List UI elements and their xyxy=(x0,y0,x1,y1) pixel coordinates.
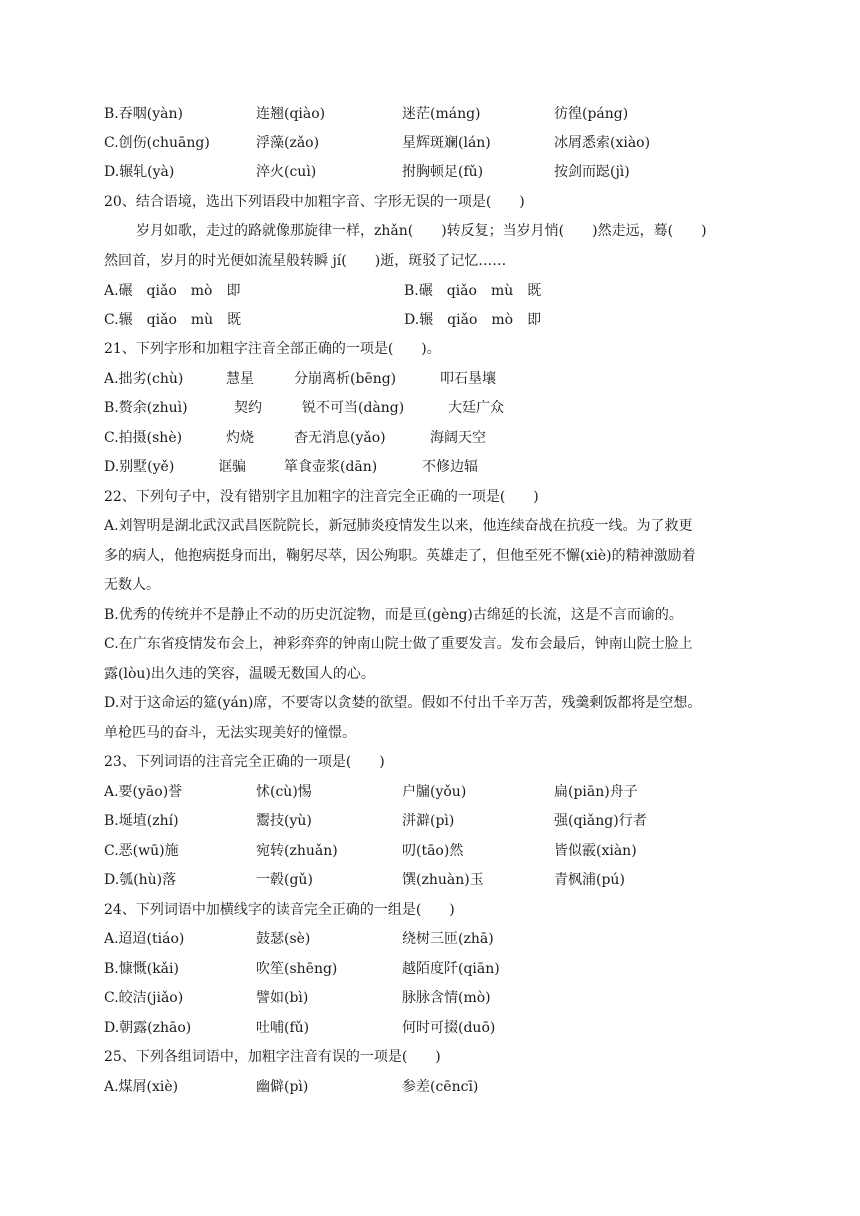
option-item: 连翘(qiào) xyxy=(256,106,326,122)
option-item: C.创伤(chuāng) xyxy=(104,135,210,151)
q23-option-b xyxy=(104,810,800,832)
option-item: 何时可掇(duō) xyxy=(402,1020,496,1036)
q24-option-a xyxy=(104,928,800,950)
q20-passage-line-2: 然回首，岁月的时光便如流星般转瞬 jí( )逝，斑驳了记忆…… xyxy=(104,253,507,269)
option-item: D.辗 qiǎo mò 即 xyxy=(404,312,542,328)
option-item: C.拍摄(shè) xyxy=(104,430,183,446)
q24-stem: 24、下列词语中加横线字的读音完全正确的一组是( ) xyxy=(104,902,455,918)
q22-option-c-line: C.在广东省疫情发布会上，神彩弈弈的钟南山院士做了重要发言。发布会最后，钟南山院士脸上 xyxy=(104,636,693,652)
option-item: 星辉斑斓(lán) xyxy=(402,135,491,151)
option-item: 怵(cù)惕 xyxy=(256,784,312,800)
q21-option-b xyxy=(104,397,800,419)
option-item: B.赘余(zhuì) xyxy=(104,400,188,416)
option-item: C.皎洁(jiǎo) xyxy=(104,990,184,1006)
q23-stem: 23、下列词语的注音完全正确的一项是( ) xyxy=(104,754,385,770)
option-item: 按剑而跽(jì) xyxy=(554,164,630,180)
q21-option-a xyxy=(104,368,800,390)
option-item: 箪食壶浆(dān) xyxy=(284,459,378,475)
q20-passage-line-1: 岁月如歌，走过的路就像那旋律一样，zhǎn( )转反复；当岁月悄( )然走远，蓦( ) xyxy=(136,223,707,239)
option-item: 宛转(zhuǎn) xyxy=(256,843,338,859)
option-item: 户牖(yǒu) xyxy=(402,784,467,800)
q25-stem: 25、下列各组词语中，加粗字注音有误的一项是( ) xyxy=(104,1049,441,1065)
option-item: 叨(tāo)然 xyxy=(402,843,464,859)
q24-option-d xyxy=(104,1017,800,1039)
q25-option-a xyxy=(104,1076,800,1098)
option-item: 杳无消息(yǎo) xyxy=(294,430,386,446)
option-item: 馔(zhuàn)玉 xyxy=(402,872,484,888)
q24-option-c xyxy=(104,987,800,1009)
q23-option-d xyxy=(104,869,800,891)
option-item: 海阔天空 xyxy=(430,430,486,446)
q22-option-b-line: B.优秀的传统并不是静止不动的历史沉淀物，而是亘(gèng)古绵延的长流，这是不言而谕的。 xyxy=(104,607,683,623)
q20-stem: 20、结合语境，选出下列语段中加粗字音、字形无误的一项是( ) xyxy=(104,194,525,210)
option-item: 参差(cēncī) xyxy=(402,1079,479,1095)
option-item: A.迢迢(tiáo) xyxy=(104,931,185,947)
option-item: 淬火(cuì) xyxy=(256,164,317,180)
option-item: 鼓瑟(sè) xyxy=(256,931,311,947)
q22-option-d-line: D.对于这命运的筵(yán)席，不要寄以贪婪的欲望。假如不付出千辛万苦，残羹剩饭都将是空想。 xyxy=(104,695,702,711)
option-item: 彷徨(páng) xyxy=(554,106,629,122)
q22-option-d-line: 单枪匹马的奋斗，无法实现美好的憧憬。 xyxy=(104,725,356,741)
q19-option-d xyxy=(104,161,800,183)
option-item: 越陌度阡(qiān) xyxy=(402,961,500,977)
option-item: B.吞咽(yàn) xyxy=(104,106,183,122)
q19-option-c xyxy=(104,132,800,154)
option-item: 吹笙(shēng) xyxy=(256,961,338,977)
q22-option-c-line: 露(lòu)出久违的笑容，温暖无数国人的心。 xyxy=(104,666,375,682)
q20-options-ab xyxy=(104,280,800,302)
q24-option-b xyxy=(104,958,800,980)
option-item: 浮藻(zǎo) xyxy=(256,135,320,151)
q23-option-c xyxy=(104,840,800,862)
option-item: 拊胸顿足(fǔ) xyxy=(402,164,484,180)
option-item: 诓骗 xyxy=(218,459,246,475)
option-item: B.埏埴(zhí) xyxy=(104,813,179,829)
option-item: 强(qiǎng)行者 xyxy=(554,813,647,829)
option-item: 分崩离析(bēng) xyxy=(294,371,397,387)
option-item: 慧星 xyxy=(226,371,254,387)
option-item: D.辗轧(yà) xyxy=(104,164,175,180)
option-item: D.瓠(hù)落 xyxy=(104,872,177,888)
q22-option-a-line: A.刘智明是湖北武汉武昌医院院长，新冠肺炎疫情发生以来，他连续奋战在抗疫一线。为了救更 xyxy=(104,518,693,534)
q19-option-b xyxy=(104,103,800,125)
option-item: C.恶(wū)施 xyxy=(104,843,179,859)
option-item: D.别墅(yě) xyxy=(104,459,175,475)
option-item: A.拙劣(chù) xyxy=(104,371,184,387)
option-item: 迷茫(máng) xyxy=(402,106,481,122)
q22-option-a-line: 无数人。 xyxy=(104,577,160,593)
option-item: 绕树三匝(zhā) xyxy=(402,931,494,947)
q23-option-a xyxy=(104,781,800,803)
option-item: 叩石垦壤 xyxy=(440,371,496,387)
option-item: B.碾 qiǎo mù 既 xyxy=(404,283,542,299)
q20-options-cd xyxy=(104,309,800,331)
option-item: C.辗 qiǎo mù 既 xyxy=(104,312,242,328)
option-item: 灼烧 xyxy=(226,430,254,446)
option-item: 譬如(bì) xyxy=(256,990,309,1006)
q21-stem: 21、下列字形和加粗字注音全部正确的一项是( )。 xyxy=(104,341,441,357)
option-item: 皆似霰(xiàn) xyxy=(554,843,637,859)
option-item: D.朝露(zhāo) xyxy=(104,1020,192,1036)
option-item: 锐不可当(dàng) xyxy=(302,400,405,416)
option-item: B.慷慨(kǎi) xyxy=(104,961,179,977)
q21-option-d xyxy=(104,456,800,478)
q21-option-c xyxy=(104,427,800,449)
option-item: A.要(yāo)誉 xyxy=(104,784,183,800)
option-item: 一毂(gǔ) xyxy=(256,872,313,888)
option-item: 扁(piān)舟子 xyxy=(554,784,638,800)
option-item: A.碾 qiǎo mò 即 xyxy=(104,283,241,299)
option-item: 鬻技(yù) xyxy=(256,813,312,829)
option-item: A.煤屑(xiè) xyxy=(104,1079,179,1095)
option-item: 洴澼(pì) xyxy=(402,813,455,829)
option-item: 脉脉含情(mò) xyxy=(402,990,491,1006)
option-item: 幽僻(pì) xyxy=(256,1079,309,1095)
q22-option-a-line: 多的病人，他抱病挺身而出，鞠躬尽萃，因公殉职。英雄走了，但他至死不懈(xiè)的精神激励着 xyxy=(104,548,696,564)
option-item: 大廷广众 xyxy=(448,400,504,416)
q22-stem: 22、下列句子中，没有错别字且加粗字的注音完全正确的一项是( ) xyxy=(104,489,539,505)
option-item: 冰屑悉索(xiào) xyxy=(554,135,651,151)
option-item: 吐哺(fǔ) xyxy=(256,1020,310,1036)
option-item: 青枫浦(pú) xyxy=(554,872,625,888)
option-item: 不修边辐 xyxy=(422,459,478,475)
option-item: 契约 xyxy=(234,400,262,416)
